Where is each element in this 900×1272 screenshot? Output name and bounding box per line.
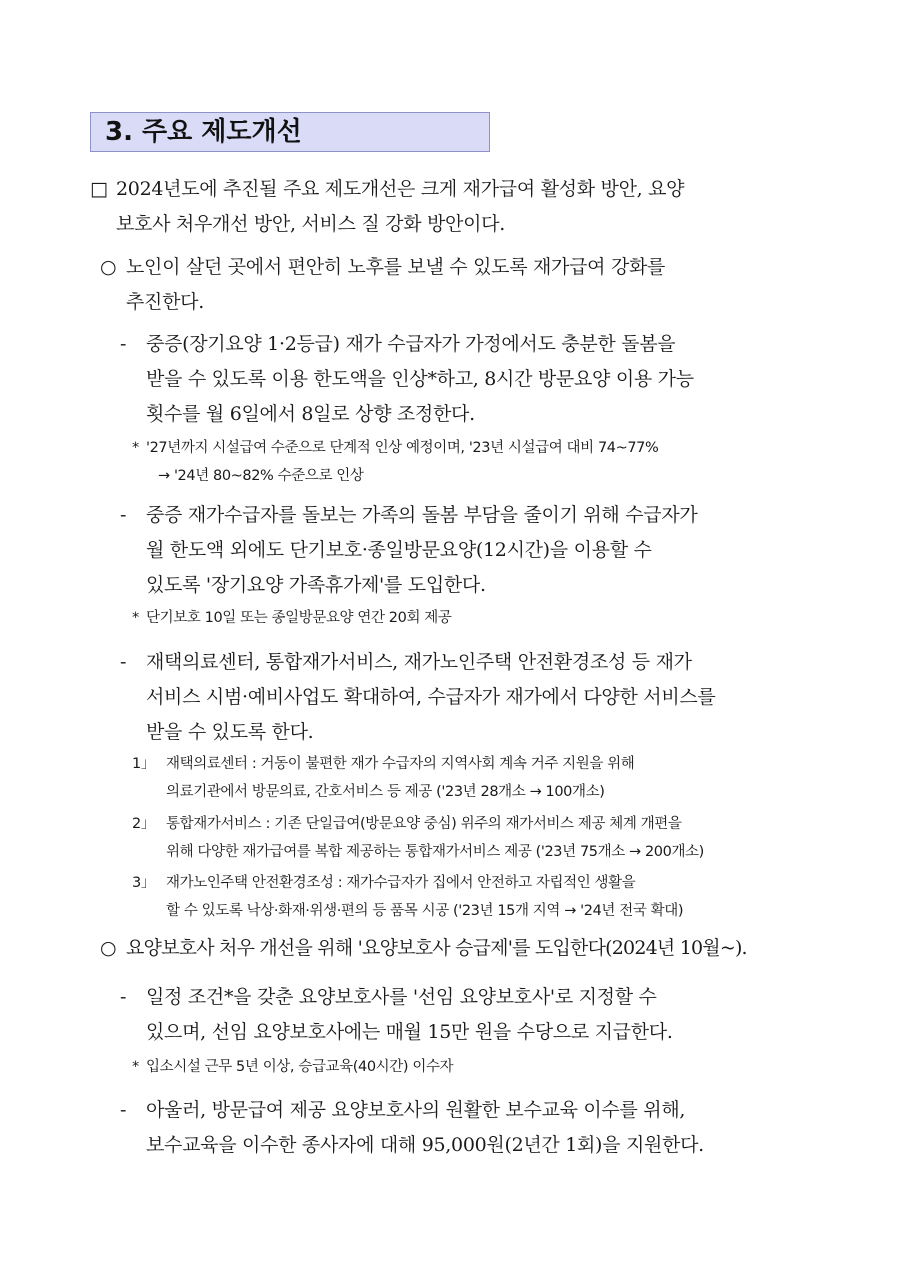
sub-item-1-note-line-1: '27년까지 시설급여 수준으로 단계적 인상 예정이며, '23년 시설급여 대비 74~77% bbox=[146, 440, 659, 456]
sub-item-1-note bbox=[132, 434, 822, 490]
dash-bullet: - bbox=[120, 986, 127, 1008]
item-1 bbox=[100, 250, 820, 320]
sub-item-4-note bbox=[132, 1053, 822, 1081]
footnote-1-line-1: 재택의료센터 : 거동이 불편한 재가 수급자의 지역사회 계속 거주 지원을 위해 bbox=[166, 756, 635, 772]
sub-item-1-line-1: 중증(장기요양 1·2등급) 재가 수급자가 가정에서도 충분한 돌봄을 bbox=[146, 333, 676, 355]
footnote-3-line-1: 재가노인주택 안전환경조성 : 재가수급자가 집에서 안전하고 자립적인 생활을 bbox=[166, 875, 636, 891]
circle-bullet-icon: ○ bbox=[100, 256, 117, 278]
item-2-line-1: 요양보호사 처우 개선을 위해 '요양보호사 승급제'를 도입한다(2024년 10월~). bbox=[126, 937, 747, 959]
intro-line-2: 보호사 처우개선 방안, 서비스 질 강화 방안이다. bbox=[116, 213, 505, 235]
sub-item-2-line-2: 월 한도액 외에도 단기보호·종일방문요양(12시간)을 이용할 수 bbox=[146, 539, 652, 561]
sub-item-3-line-1: 재택의료센터, 통합재가서비스, 재가노인주택 안전환경조성 등 재가 bbox=[146, 651, 692, 673]
sub-item-2-line-3: 있도록 '장기요양 가족휴가제'를 도입한다. bbox=[146, 574, 486, 596]
footnote-2-line-1: 통합재가서비스 : 기존 단일급여(방문요양 중심) 위주의 재가서비스 제공 체계 개편을 bbox=[166, 816, 682, 832]
footnote-number: 1」 bbox=[132, 756, 155, 772]
item-1-line-2: 추진한다. bbox=[126, 291, 204, 313]
sub-item-3-line-3: 받을 수 있도록 한다. bbox=[146, 721, 314, 743]
sub-item-5-line-1: 아울러, 방문급여 제공 요양보호사의 원활한 보수교육 이수를 위해, bbox=[146, 1099, 686, 1121]
sub-item-2-note-line-1: 단기보호 10일 또는 종일방문요양 연간 20회 제공 bbox=[146, 610, 452, 626]
footnote-number: 3」 bbox=[132, 875, 155, 891]
sub-item-2 bbox=[120, 498, 820, 603]
dash-bullet: - bbox=[120, 504, 127, 526]
sub-item-2-note bbox=[132, 604, 822, 632]
sub-item-1-line-3: 횟수를 월 6일에서 8일로 상향 조정한다. bbox=[146, 403, 475, 425]
sub-item-3-footnote-2 bbox=[132, 810, 822, 866]
sub-item-1 bbox=[120, 327, 820, 432]
dash-bullet: - bbox=[120, 333, 127, 355]
sub-item-1-note-line-2: → '24년 80~82% 수준으로 인상 bbox=[158, 468, 364, 484]
asterisk-marker: * bbox=[132, 610, 139, 626]
item-2 bbox=[100, 931, 830, 966]
sub-item-4-line-1: 일정 조건*을 갖춘 요양보호사를 '선임 요양보호사'로 지정할 수 bbox=[146, 986, 657, 1008]
footnote-number: 2」 bbox=[132, 816, 155, 832]
footnote-3-line-2: 할 수 있도록 낙상·화재·위생·편의 등 품목 시공 ('23년 15개 지역 → '24년 전국 확대) bbox=[166, 903, 684, 919]
sub-item-5-line-2: 보수교육을 이수한 종사자에 대해 95,000원(2년간 1회)을 지원한다. bbox=[146, 1134, 704, 1156]
sub-item-4-line-2: 있으며, 선임 요양보호사에는 매월 15만 원을 수당으로 지급한다. bbox=[146, 1021, 673, 1043]
dash-bullet: - bbox=[120, 651, 127, 673]
sub-item-3-line-2: 서비스 시범·예비사업도 확대하여, 수급자가 재가에서 다양한 서비스를 bbox=[146, 686, 716, 708]
sub-item-3-footnote-1 bbox=[132, 750, 822, 806]
sub-item-4 bbox=[120, 980, 820, 1050]
circle-bullet-icon: ○ bbox=[100, 937, 117, 959]
sub-item-2-line-1: 중증 재가수급자를 돌보는 가족의 돌봄 부담을 줄이기 위해 수급자가 bbox=[146, 504, 698, 526]
asterisk-marker: * bbox=[132, 440, 139, 456]
section-title: 3. 주요 제도개선 bbox=[90, 112, 490, 152]
sub-item-1-line-2: 받을 수 있도록 이용 한도액을 인상*하고, 8시간 방문요양 이용 가능 bbox=[146, 368, 694, 390]
intro-line-1: 2024년도에 추진될 주요 제도개선은 크게 재가급여 활성화 방안, 요양 bbox=[116, 178, 685, 200]
square-bullet-icon: □ bbox=[90, 178, 108, 200]
dash-bullet: - bbox=[120, 1099, 127, 1121]
sub-item-4-note-line-1: 입소시설 근무 5년 이상, 승급교육(40시간) 이수자 bbox=[146, 1059, 454, 1075]
footnote-1-line-2: 의료기관에서 방문의료, 간호서비스 등 제공 ('23년 28개소 → 100개소) bbox=[166, 784, 605, 800]
intro-paragraph bbox=[90, 172, 830, 242]
sub-item-5 bbox=[120, 1093, 820, 1163]
footnote-2-line-2: 위해 다양한 재가급여를 복합 제공하는 통합재가서비스 제공 ('23년 75개소 → 200개소) bbox=[166, 844, 704, 860]
sub-item-3 bbox=[120, 645, 820, 750]
item-1-line-1: 노인이 살던 곳에서 편안히 노후를 보낼 수 있도록 재가급여 강화를 bbox=[126, 256, 666, 278]
asterisk-marker: * bbox=[132, 1059, 139, 1075]
sub-item-3-footnote-3 bbox=[132, 869, 822, 925]
